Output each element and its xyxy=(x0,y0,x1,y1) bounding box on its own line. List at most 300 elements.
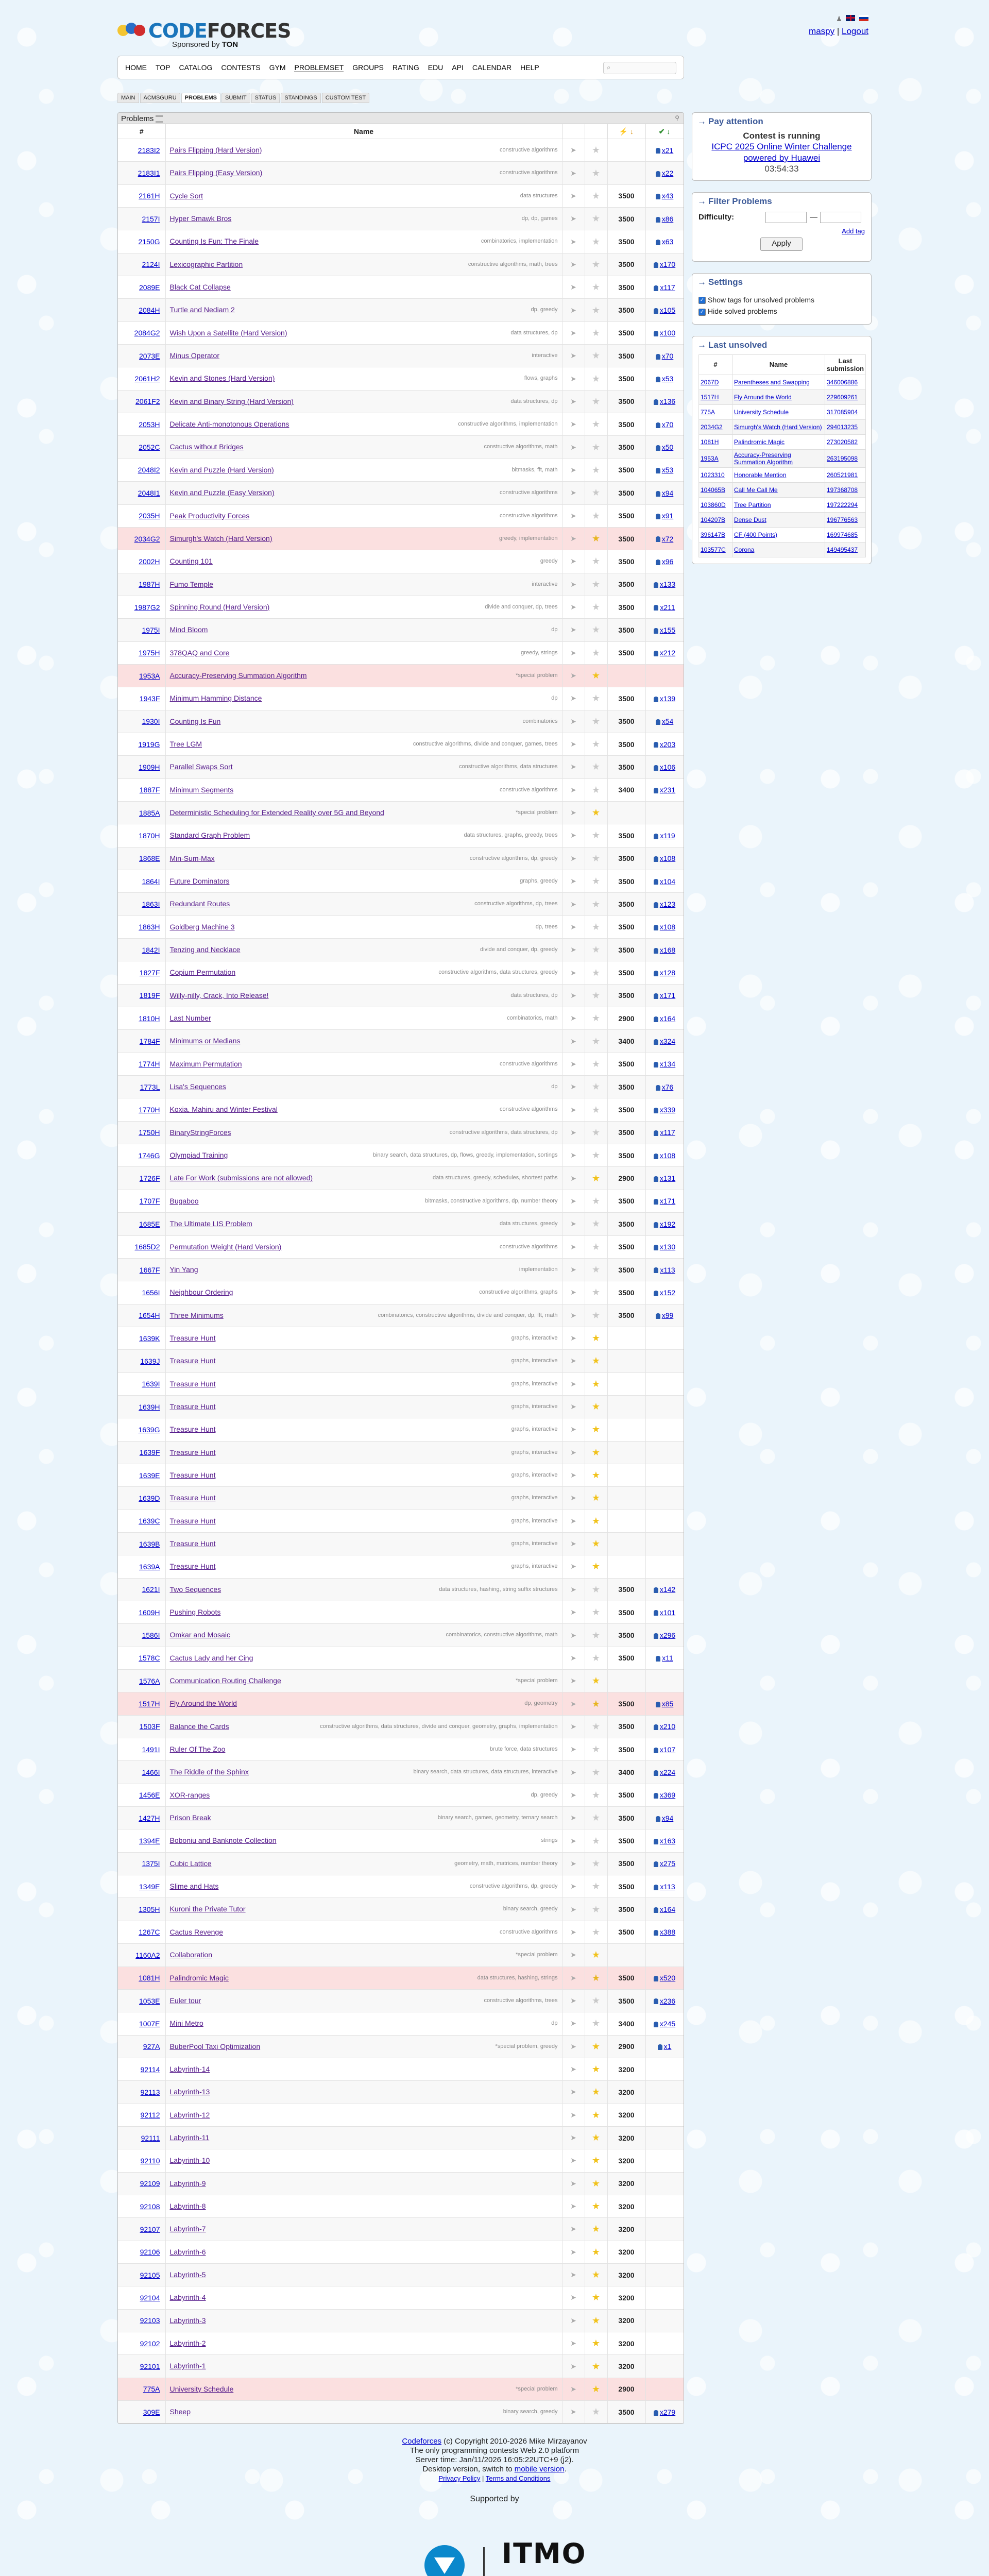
submit-icon[interactable]: ➤ xyxy=(570,1722,576,1731)
submit-icon[interactable]: ➤ xyxy=(570,1996,576,2005)
favorite-star-icon[interactable]: ★ xyxy=(591,487,601,498)
problem-id-link[interactable]: 1685D2 xyxy=(134,1243,160,1251)
problem-name-link[interactable]: Labyrinth-8 xyxy=(169,2201,206,2210)
favorite-star-icon[interactable]: ★ xyxy=(591,2383,601,2394)
solved-count-link[interactable]: x163 xyxy=(659,1837,676,1845)
problem-id-link[interactable]: 1656I xyxy=(142,1288,160,1297)
terms-link[interactable]: Terms and Conditions xyxy=(485,2475,551,2482)
favorite-star-icon[interactable]: ★ xyxy=(591,1264,601,1275)
favorite-star-icon[interactable]: ★ xyxy=(591,2109,601,2120)
problem-name-link[interactable]: Cactus Revenge xyxy=(169,1927,224,1936)
submit-icon[interactable]: ➤ xyxy=(570,1494,576,1502)
problem-tags[interactable]: data structures, dp xyxy=(510,329,558,336)
problem-name-link[interactable]: Counting Is Fun: The Finale xyxy=(169,237,259,246)
favorite-star-icon[interactable]: ★ xyxy=(591,761,601,772)
favorite-star-icon[interactable]: ★ xyxy=(591,396,601,406)
problem-tags[interactable]: combinatorics, constructive algorithms, divide and conquer, dp, fft, math xyxy=(378,1312,558,1318)
problem-name-link[interactable]: Minimum Hamming Distance xyxy=(169,694,262,703)
submit-icon[interactable]: ➤ xyxy=(570,1585,576,1594)
submit-icon[interactable]: ➤ xyxy=(570,1814,576,1822)
favorite-star-icon[interactable]: ★ xyxy=(591,1630,601,1640)
problem-tags[interactable]: bitmasks, constructive algorithms, dp, number theory xyxy=(425,1197,558,1204)
solved-count-link[interactable]: x70 xyxy=(661,351,674,360)
problem-tags[interactable]: constructive algorithms, divide and conquer, games, trees xyxy=(413,740,558,747)
submit-icon[interactable]: ➤ xyxy=(570,2088,576,2096)
submit-icon[interactable]: ➤ xyxy=(570,2042,576,2050)
submit-icon[interactable]: ➤ xyxy=(570,1927,576,1936)
favorite-star-icon[interactable]: ★ xyxy=(591,556,601,567)
problem-name-link[interactable]: Treasure Hunt xyxy=(169,1425,216,1434)
favorite-star-icon[interactable]: ★ xyxy=(591,1698,601,1709)
problem-id-link[interactable]: 2035H xyxy=(139,512,160,520)
solved-count-link[interactable]: x119 xyxy=(660,831,675,840)
submit-icon[interactable]: ➤ xyxy=(570,922,576,931)
favorite-star-icon[interactable]: ★ xyxy=(591,990,601,1001)
favorite-star-icon[interactable]: ★ xyxy=(591,1104,601,1115)
problem-name-link[interactable]: The Riddle of the Sphinx xyxy=(169,1768,249,1776)
problem-name-link[interactable]: Cactus without Bridges xyxy=(169,443,244,451)
problem-name-link[interactable]: Minimums or Medians xyxy=(169,1037,241,1045)
problem-name-link[interactable]: Kevin and Puzzle (Easy Version) xyxy=(169,488,275,497)
subtab-custom-test[interactable]: CUSTOM TEST xyxy=(322,93,369,103)
solved-count-link[interactable]: x224 xyxy=(659,1768,676,1777)
lu-problem-name-link[interactable]: Honorable Mention xyxy=(734,471,787,479)
add-tag-link[interactable]: Add tag xyxy=(842,227,865,235)
problem-name-link[interactable]: Labyrinth-12 xyxy=(169,2110,210,2119)
russian-flag-icon[interactable] xyxy=(859,15,868,21)
problem-tags[interactable]: graphs, greedy xyxy=(520,878,558,884)
problem-tags[interactable]: graphs, interactive xyxy=(511,1449,558,1455)
favorite-star-icon[interactable]: ★ xyxy=(591,1584,601,1595)
favorite-star-icon[interactable]: ★ xyxy=(591,1241,601,1252)
problem-name-link[interactable]: BuberPool Taxi Optimization xyxy=(169,2042,261,2050)
problem-name-link[interactable]: Pairs Flipping (Hard Version) xyxy=(169,146,262,154)
problem-name-link[interactable]: Labyrinth-6 xyxy=(169,2247,206,2256)
favorite-star-icon[interactable]: ★ xyxy=(591,670,601,681)
problem-id-link[interactable]: 2073E xyxy=(139,351,160,360)
problem-tags[interactable]: data structures, graphs, greedy, trees xyxy=(464,832,558,839)
subtab-submit[interactable]: SUBMIT xyxy=(221,93,250,103)
problem-id-link[interactable]: 1639E xyxy=(139,1471,160,1480)
problem-name-link[interactable]: BinaryStringForces xyxy=(169,1128,231,1137)
problem-tags[interactable]: constructive algorithms xyxy=(500,1243,558,1250)
problem-id-link[interactable]: 1773L xyxy=(140,1082,160,1091)
problem-name-link[interactable]: Cycle Sort xyxy=(169,191,203,200)
problem-name-link[interactable]: Kuroni the Private Tutor xyxy=(169,1905,246,1913)
problem-name-link[interactable]: Koxia, Mahiru and Winter Festival xyxy=(169,1105,278,1114)
problem-tags[interactable]: dp xyxy=(551,626,558,633)
favorite-star-icon[interactable]: ★ xyxy=(591,304,601,315)
problem-name-link[interactable]: Euler tour xyxy=(169,1996,201,2005)
submit-icon[interactable]: ➤ xyxy=(570,2270,576,2279)
problem-tags[interactable]: interactive xyxy=(532,352,558,359)
problem-tags[interactable]: data structures, hashing, strings xyxy=(477,1974,558,1981)
submit-icon[interactable]: ➤ xyxy=(570,2339,576,2348)
problem-id-link[interactable]: 1081H xyxy=(139,1974,160,1982)
problem-tags[interactable]: combinatorics, constructive algorithms, math xyxy=(446,1632,558,1638)
problem-tags[interactable]: data structures, dp xyxy=(510,992,558,998)
problem-tags[interactable]: binary search, greedy xyxy=(503,1906,558,1912)
lu-problem-name-link[interactable]: Call Me Call Me xyxy=(734,486,778,494)
submit-icon[interactable]: ➤ xyxy=(570,1608,576,1617)
lu-submission-link[interactable]: 317085904 xyxy=(827,408,858,416)
problem-id-link[interactable]: 1621I xyxy=(142,1585,160,1594)
submit-icon[interactable]: ➤ xyxy=(570,146,576,155)
problem-tags[interactable]: constructive algorithms xyxy=(500,489,558,496)
problem-tags[interactable]: bitmasks, fft, math xyxy=(511,466,558,473)
problem-id-link[interactable]: 1943F xyxy=(139,694,160,703)
menu-item-home[interactable]: HOME xyxy=(125,63,147,72)
favorite-star-icon[interactable]: ★ xyxy=(591,1835,601,1846)
favorite-star-icon[interactable]: ★ xyxy=(591,327,601,338)
problem-name-link[interactable]: Treasure Hunt xyxy=(169,1402,216,1411)
favorite-star-icon[interactable]: ★ xyxy=(591,1904,601,1914)
problem-tags[interactable]: binary search, games, geometry, ternary search xyxy=(437,1815,558,1821)
problem-id-link[interactable]: 1503F xyxy=(139,1722,160,1731)
solved-count-link[interactable]: x128 xyxy=(659,969,676,977)
problem-name-link[interactable]: Accuracy-Preserving Summation Algorithm xyxy=(169,671,307,680)
submit-icon[interactable]: ➤ xyxy=(570,717,576,725)
problem-id-link[interactable]: 1667F xyxy=(139,1265,160,1274)
submit-icon[interactable]: ➤ xyxy=(570,1151,576,1160)
filter-icon[interactable]: ⚲ xyxy=(675,114,679,122)
solved-count-link[interactable]: x171 xyxy=(659,1197,676,1206)
solved-count-link[interactable]: x296 xyxy=(659,1631,676,1640)
problem-name-link[interactable]: Lisa's Sequences xyxy=(169,1082,226,1091)
subtab-acmsguru[interactable]: ACMSGURU xyxy=(140,93,180,103)
problem-name-link[interactable]: Standard Graph Problem xyxy=(169,831,250,840)
problem-id-link[interactable]: 309E xyxy=(143,2408,160,2416)
favorite-star-icon[interactable]: ★ xyxy=(591,1333,601,1344)
lu-problem-id-link[interactable]: 1953A xyxy=(701,454,719,462)
problem-tags[interactable]: graphs, interactive xyxy=(511,1334,558,1341)
problem-name-link[interactable]: Kevin and Stones (Hard Version) xyxy=(169,374,275,383)
problem-tags[interactable]: flows, graphs xyxy=(524,375,558,382)
problem-tags[interactable]: constructive algorithms, graphs xyxy=(479,1289,558,1296)
submit-icon[interactable]: ➤ xyxy=(570,2065,576,2074)
solved-count-link[interactable]: x86 xyxy=(661,214,674,223)
codeforces-logo[interactable] xyxy=(117,18,303,47)
problem-id-link[interactable]: 92108 xyxy=(140,2202,160,2211)
favorite-star-icon[interactable]: ★ xyxy=(591,2292,601,2303)
favorite-star-icon[interactable]: ★ xyxy=(591,2224,601,2234)
favorite-star-icon[interactable]: ★ xyxy=(591,1995,601,2006)
solved-count-link[interactable]: x108 xyxy=(659,854,676,863)
problem-id-link[interactable]: 1639F xyxy=(139,1448,160,1457)
problem-id-link[interactable]: 1586I xyxy=(142,1631,160,1640)
lu-problem-id-link[interactable]: 2067D xyxy=(701,378,719,386)
favorite-star-icon[interactable]: ★ xyxy=(591,2064,601,2075)
favorite-star-icon[interactable]: ★ xyxy=(591,373,601,384)
problem-name-link[interactable]: XOR-ranges xyxy=(169,1790,210,1799)
solved-count-link[interactable]: x22 xyxy=(661,169,674,178)
problem-id-link[interactable]: 1863H xyxy=(139,923,160,931)
apply-button[interactable]: Apply xyxy=(760,238,803,251)
problem-id-link[interactable]: 2034G2 xyxy=(134,534,160,543)
problem-tags[interactable]: constructive algorithms xyxy=(500,1928,558,1935)
submit-icon[interactable]: ➤ xyxy=(570,808,576,817)
solved-count-link[interactable]: x101 xyxy=(659,1608,676,1617)
problem-name-link[interactable]: Tree LGM xyxy=(169,739,202,748)
solved-count-link[interactable]: x11 xyxy=(662,1654,673,1663)
favorite-star-icon[interactable]: ★ xyxy=(591,2315,601,2326)
problem-id-link[interactable]: 1784F xyxy=(139,1037,160,1046)
problem-tags[interactable]: dp, greedy xyxy=(531,307,558,313)
problem-id-link[interactable]: 1726F xyxy=(139,1174,160,1183)
favorite-star-icon[interactable]: ★ xyxy=(591,716,601,726)
problem-id-link[interactable]: 1639B xyxy=(139,1539,160,1548)
lu-submission-link[interactable]: 273020582 xyxy=(827,438,858,446)
submit-icon[interactable]: ➤ xyxy=(570,1425,576,1434)
problem-tags[interactable]: graphs, interactive xyxy=(511,1495,558,1501)
submit-icon[interactable]: ➤ xyxy=(570,1768,576,1776)
favorite-star-icon[interactable]: ★ xyxy=(591,784,601,795)
favorite-star-icon[interactable]: ★ xyxy=(591,2155,601,2166)
menu-item-top[interactable]: TOP xyxy=(156,63,170,72)
lu-submission-link[interactable]: 263195098 xyxy=(827,454,858,462)
submit-icon[interactable]: ➤ xyxy=(570,580,576,588)
submit-icon[interactable]: ➤ xyxy=(570,1562,576,1571)
submit-icon[interactable]: ➤ xyxy=(570,1288,576,1297)
problem-id-link[interactable]: 1427H xyxy=(139,1814,160,1822)
lu-problem-id-link[interactable]: 104207B xyxy=(701,516,726,523)
favorite-star-icon[interactable]: ★ xyxy=(591,2269,601,2280)
problem-tags[interactable]: graphs, interactive xyxy=(511,1358,558,1364)
favorite-star-icon[interactable]: ★ xyxy=(591,510,601,521)
solved-count-link[interactable]: x94 xyxy=(661,488,674,497)
problem-id-link[interactable]: 1456E xyxy=(139,1791,160,1800)
hide-solved-checkbox[interactable]: ✓ xyxy=(698,309,706,316)
solved-count-link[interactable]: x171 xyxy=(659,991,676,1000)
submit-icon[interactable]: ➤ xyxy=(570,1790,576,1799)
submit-icon[interactable]: ➤ xyxy=(570,1105,576,1114)
solved-count-link[interactable]: x212 xyxy=(659,649,676,657)
favorite-star-icon[interactable]: ★ xyxy=(591,693,601,704)
favorite-star-icon[interactable]: ★ xyxy=(591,579,601,589)
favorite-star-icon[interactable]: ★ xyxy=(591,2087,601,2097)
submit-icon[interactable]: ➤ xyxy=(570,991,576,999)
favorite-star-icon[interactable]: ★ xyxy=(591,1493,601,1503)
solved-count-link[interactable]: x117 xyxy=(660,283,675,292)
problem-tags[interactable]: *special problem xyxy=(516,1677,558,1684)
lu-submission-link[interactable]: 346006886 xyxy=(827,378,858,386)
problem-name-link[interactable]: Peak Productivity Forces xyxy=(169,511,250,520)
problem-tags[interactable]: graphs, interactive xyxy=(511,1426,558,1433)
problem-name-link[interactable]: Olympiad Training xyxy=(169,1151,228,1160)
submit-icon[interactable]: ➤ xyxy=(570,328,576,337)
submit-icon[interactable]: ➤ xyxy=(570,1951,576,1959)
table-view-icon[interactable] xyxy=(156,115,163,123)
problem-name-link[interactable]: Labyrinth-9 xyxy=(169,2179,206,2188)
subtab-main[interactable]: MAIN xyxy=(117,93,139,103)
problem-name-link[interactable]: Neighbour Ordering xyxy=(169,1288,233,1297)
problem-id-link[interactable]: 92112 xyxy=(140,2111,160,2120)
problem-name-link[interactable]: Kevin and Binary String (Hard Version) xyxy=(169,397,294,405)
problem-tags[interactable]: constructive algorithms, math xyxy=(484,444,558,450)
problem-name-link[interactable]: Treasure Hunt xyxy=(169,1379,216,1388)
favorite-star-icon[interactable]: ★ xyxy=(591,921,601,932)
submit-icon[interactable]: ➤ xyxy=(570,2316,576,2325)
problem-name-link[interactable]: Maximum Permutation xyxy=(169,1059,242,1068)
favorite-star-icon[interactable]: ★ xyxy=(591,419,601,430)
problem-id-link[interactable]: 1053E xyxy=(139,1996,160,2005)
problem-tags[interactable]: constructive algorithms, dp, greedy xyxy=(469,855,558,861)
logout-link[interactable]: Logout xyxy=(842,26,868,36)
submit-icon[interactable]: ➤ xyxy=(570,603,576,612)
favorite-star-icon[interactable]: ★ xyxy=(591,2406,601,2417)
solved-count-link[interactable]: x85 xyxy=(661,1700,674,1708)
problem-name-link[interactable]: Delicate Anti-monotonous Operations xyxy=(169,420,289,429)
problem-name-link[interactable]: Three Minimums xyxy=(169,1311,224,1319)
favorite-star-icon[interactable]: ★ xyxy=(591,853,601,863)
problem-tags[interactable]: greedy, implementation xyxy=(499,535,558,541)
favorite-star-icon[interactable]: ★ xyxy=(591,1287,601,1298)
problem-name-link[interactable]: Willy-nilly, Crack, Into Release! xyxy=(169,991,269,999)
favorite-star-icon[interactable]: ★ xyxy=(591,1150,601,1161)
solved-count-link[interactable]: x43 xyxy=(661,192,674,200)
problem-tags[interactable]: binary search, data structures, dp, flows, greedy, implementation, sortings xyxy=(372,1152,558,1159)
submit-icon[interactable]: ➤ xyxy=(570,1676,576,1685)
problem-id-link[interactable]: 2183I2 xyxy=(138,146,160,155)
problem-tags[interactable]: constructive algorithms xyxy=(500,147,558,153)
problem-tags[interactable]: data structures, greedy, schedules, shortest paths xyxy=(432,1175,558,1181)
favorite-star-icon[interactable]: ★ xyxy=(591,190,601,201)
problem-id-link[interactable]: 1930I xyxy=(142,717,160,726)
submit-icon[interactable]: ➤ xyxy=(570,1334,576,1343)
problem-id-link[interactable]: 2150G xyxy=(138,238,160,246)
submit-icon[interactable]: ➤ xyxy=(570,1631,576,1639)
problem-name-link[interactable]: Minimum Segments xyxy=(169,785,234,794)
menu-item-calendar[interactable]: CALENDAR xyxy=(472,63,512,72)
submit-icon[interactable]: ➤ xyxy=(570,191,576,200)
menu-item-api[interactable]: API xyxy=(452,63,464,72)
menu-item-catalog[interactable]: CATALOG xyxy=(179,63,213,72)
problem-name-link[interactable]: Omkar and Mosaic xyxy=(169,1631,230,1639)
solved-count-link[interactable]: x91 xyxy=(661,512,674,520)
favorite-star-icon[interactable]: ★ xyxy=(591,899,601,909)
problem-tags[interactable]: dp xyxy=(551,1083,558,1090)
favorite-star-icon[interactable]: ★ xyxy=(591,2246,601,2257)
submit-icon[interactable]: ➤ xyxy=(570,2225,576,2233)
favorite-star-icon[interactable]: ★ xyxy=(591,533,601,544)
solved-count-link[interactable]: x245 xyxy=(659,2019,676,2028)
submit-icon[interactable]: ➤ xyxy=(570,2202,576,2211)
problem-id-link[interactable]: 1639J xyxy=(140,1357,160,1365)
problem-id-link[interactable]: 1639A xyxy=(139,1562,160,1571)
problem-id-link[interactable]: 92107 xyxy=(140,2225,160,2233)
problem-tags[interactable]: constructive algorithms, dp, greedy xyxy=(469,1883,558,1890)
favorite-star-icon[interactable]: ★ xyxy=(591,1310,601,1320)
favorite-star-icon[interactable]: ★ xyxy=(591,1355,601,1366)
solved-count-link[interactable]: x113 xyxy=(660,1265,675,1274)
lu-submission-link[interactable]: 169974685 xyxy=(827,531,858,538)
favorite-star-icon[interactable]: ★ xyxy=(591,944,601,955)
submit-icon[interactable]: ➤ xyxy=(570,968,576,977)
menu-item-groups[interactable]: GROUPS xyxy=(352,63,384,72)
problem-tags[interactable]: *special problem xyxy=(516,1952,558,1958)
favorite-star-icon[interactable]: ★ xyxy=(591,1218,601,1229)
submit-icon[interactable]: ➤ xyxy=(570,488,576,497)
solved-count-link[interactable]: x117 xyxy=(660,1128,675,1137)
lu-problem-name-link[interactable]: Palindromic Magic xyxy=(734,438,785,446)
submit-icon[interactable]: ➤ xyxy=(570,2247,576,2256)
problem-tags[interactable]: constructive algorithms xyxy=(500,512,558,519)
problem-id-link[interactable]: 1375I xyxy=(142,1859,160,1868)
problem-name-link[interactable]: 378QAQ and Core xyxy=(169,648,230,657)
problem-tags[interactable]: constructive algorithms, data structures, dp xyxy=(449,1129,558,1136)
problem-tags[interactable]: graphs, interactive xyxy=(511,1471,558,1478)
problem-id-link[interactable]: 2084G2 xyxy=(134,329,160,337)
problem-id-link[interactable]: 2052C xyxy=(139,443,160,452)
submit-icon[interactable]: ➤ xyxy=(570,1516,576,1525)
favorite-star-icon[interactable]: ★ xyxy=(591,830,601,841)
solved-count-link[interactable]: x139 xyxy=(659,694,676,703)
problem-id-link[interactable]: 2124I xyxy=(142,260,160,269)
submit-icon[interactable]: ➤ xyxy=(570,351,576,360)
favorite-star-icon[interactable]: ★ xyxy=(591,236,601,247)
favorite-star-icon[interactable]: ★ xyxy=(591,1858,601,1869)
difficulty-min-input[interactable] xyxy=(765,212,807,223)
problem-name-link[interactable]: Simurgh's Watch (Hard Version) xyxy=(169,534,272,543)
problem-id-link[interactable]: 1868E xyxy=(139,854,160,863)
problem-id-link[interactable]: 1827F xyxy=(139,969,160,977)
lu-problem-name-link[interactable]: Tree Partition xyxy=(734,501,771,509)
problem-name-link[interactable]: Prison Break xyxy=(169,1814,211,1822)
problem-tags[interactable]: strings xyxy=(541,1837,558,1844)
problem-id-link[interactable]: 1887F xyxy=(139,786,160,794)
problem-id-link[interactable]: 1750H xyxy=(139,1128,160,1137)
problem-id-link[interactable]: 92101 xyxy=(140,2362,160,2371)
problem-id-link[interactable]: 2157I xyxy=(142,214,160,223)
problem-id-link[interactable]: 2183I1 xyxy=(138,169,160,178)
solved-count-link[interactable]: x155 xyxy=(659,625,676,634)
lu-problem-name-link[interactable]: CF (400 Points) xyxy=(734,531,778,538)
problem-name-link[interactable]: Labyrinth-10 xyxy=(169,2156,210,2165)
problem-tags[interactable]: constructive algorithms xyxy=(500,1060,558,1067)
solved-count-link[interactable]: x236 xyxy=(659,1996,676,2005)
problem-name-link[interactable]: Balance the Cards xyxy=(169,1722,229,1731)
problem-name-link[interactable]: Labyrinth-13 xyxy=(169,2088,210,2096)
submit-icon[interactable]: ➤ xyxy=(570,785,576,794)
problem-id-link[interactable]: 1810H xyxy=(139,1014,160,1023)
submit-icon[interactable]: ➤ xyxy=(570,1014,576,1023)
problem-tags[interactable]: dp, trees xyxy=(535,923,558,930)
favorite-star-icon[interactable]: ★ xyxy=(591,1127,601,1138)
problem-name-link[interactable]: Treasure Hunt xyxy=(169,1470,216,1479)
favorite-star-icon[interactable]: ★ xyxy=(591,967,601,978)
submit-icon[interactable]: ➤ xyxy=(570,1402,576,1411)
problem-tags[interactable]: constructive algorithms, implementation xyxy=(458,421,558,428)
favorite-star-icon[interactable]: ★ xyxy=(591,1173,601,1183)
favorite-star-icon[interactable]: ★ xyxy=(591,1812,601,1823)
favorite-star-icon[interactable]: ★ xyxy=(591,647,601,658)
solved-count-link[interactable]: x168 xyxy=(659,945,676,954)
favorite-star-icon[interactable]: ★ xyxy=(591,2041,601,2052)
favorite-star-icon[interactable]: ★ xyxy=(591,464,601,475)
problem-id-link[interactable]: 2048I1 xyxy=(138,488,160,497)
lu-submission-link[interactable]: 229609261 xyxy=(827,393,858,401)
submit-icon[interactable]: ➤ xyxy=(570,1196,576,1205)
lu-submission-link[interactable]: 197222294 xyxy=(827,501,858,509)
problem-tags[interactable]: combinatorics xyxy=(522,718,558,724)
problem-id-link[interactable]: 1864I xyxy=(142,877,160,886)
problem-tags[interactable]: greedy, strings xyxy=(521,649,558,656)
solved-count-link[interactable]: x21 xyxy=(661,146,674,155)
problem-tags[interactable]: geometry, math, matrices, number theory xyxy=(454,1860,558,1867)
submit-icon[interactable]: ➤ xyxy=(570,625,576,634)
problem-id-link[interactable]: 1842I xyxy=(142,945,160,954)
problem-id-link[interactable]: 1975I xyxy=(142,625,160,634)
